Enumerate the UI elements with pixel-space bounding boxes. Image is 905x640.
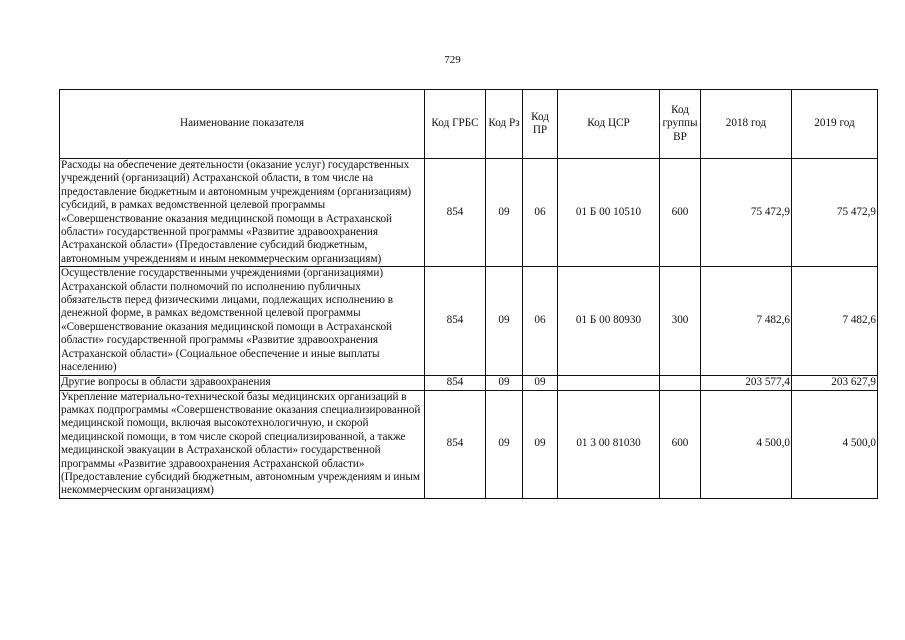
row-2018: 4 500,0 [701,390,792,498]
row-2019: 203 627,9 [792,375,878,390]
table-header-row [60,90,878,159]
header-pr: Код ПР [523,90,558,159]
row-pr: 06 [523,159,558,267]
row-pr: 06 [523,267,558,375]
row-vr: 600 [660,159,701,267]
row-pr: 09 [523,375,558,390]
row-csr: 01 Б 00 80930 [558,267,660,375]
row-csr: 01 3 00 81030 [558,390,660,498]
header-name: Наименование показателя [60,90,425,159]
row-2019: 7 482,6 [792,267,878,375]
row-name: Расходы на обеспечение деятельности (оказание услуг) государственных учреждений (организаций) Астраханской области, в том числе на предоставление бюджетным и автономным учреждениям (организациям) субсидий, в рамках ведомственной целевой программы «Совершенствование оказания медицинской помощи в Астраханской области» государственной программы «Развитие здравоохранения Астраханской области» (Предоставление субсидий бюджетным, автономным учреждениям и иным некоммерческим организациям) [60,159,425,267]
header-vr: Код группы ВР [660,90,701,159]
table-row [60,267,878,375]
header-csr: Код ЦСР [558,90,660,159]
row-grbs: 854 [425,390,486,498]
row-rz: 09 [486,159,523,267]
row-vr [660,375,701,390]
header-rz: Код Рз [486,90,523,159]
row-rz: 09 [486,390,523,498]
table-row [60,375,878,390]
row-vr: 600 [660,390,701,498]
row-rz: 09 [486,267,523,375]
page-number: 729 [444,54,461,66]
row-csr [558,375,660,390]
header-grbs: Код ГРБС [425,90,486,159]
row-csr: 01 Б 00 10510 [558,159,660,267]
table-row [60,159,878,267]
row-2019: 75 472,9 [792,159,878,267]
row-2019: 4 500,0 [792,390,878,498]
row-vr: 300 [660,267,701,375]
row-name: Укрепление материально-технической базы медицинских организаций в рамках подпрограммы «Совершенствование оказания специализированной медицинской помощи, включая высокотехнологичную, и скорой медицинской помощи, в том числе скорой специализированной, а также медицинской эвакуации в Астраханской области» государственной программы «Развитие здравоохранения Астраханской области» (Предоставление субсидий бюджетным, автономным учреждениям и иным некоммерческим организациям) [60,390,425,498]
row-2018: 75 472,9 [701,159,792,267]
row-name: Другие вопросы в области здравоохранения [60,375,425,390]
header-2018: 2018 год [701,90,792,159]
row-2018: 7 482,6 [701,267,792,375]
row-name: Осуществление государственными учреждениями (организациями) Астраханской области полномочий по исполнению публичных обязательств перед физическими лицами, подлежащих исполнению в денежной форме, в рамках ведомственной целевой программы «Совершенствование оказания медицинской помощи в Астраханской области» государственной программы «Развитие здравоохранения Астраханской области» (Социальное обеспечение и иные выплаты населению) [60,267,425,375]
row-pr: 09 [523,390,558,498]
row-grbs: 854 [425,267,486,375]
row-rz: 09 [486,375,523,390]
row-grbs: 854 [425,159,486,267]
header-2019: 2019 год [792,90,878,159]
budget-table [59,89,878,499]
table-row [60,390,878,498]
row-grbs: 854 [425,375,486,390]
row-2018: 203 577,4 [701,375,792,390]
